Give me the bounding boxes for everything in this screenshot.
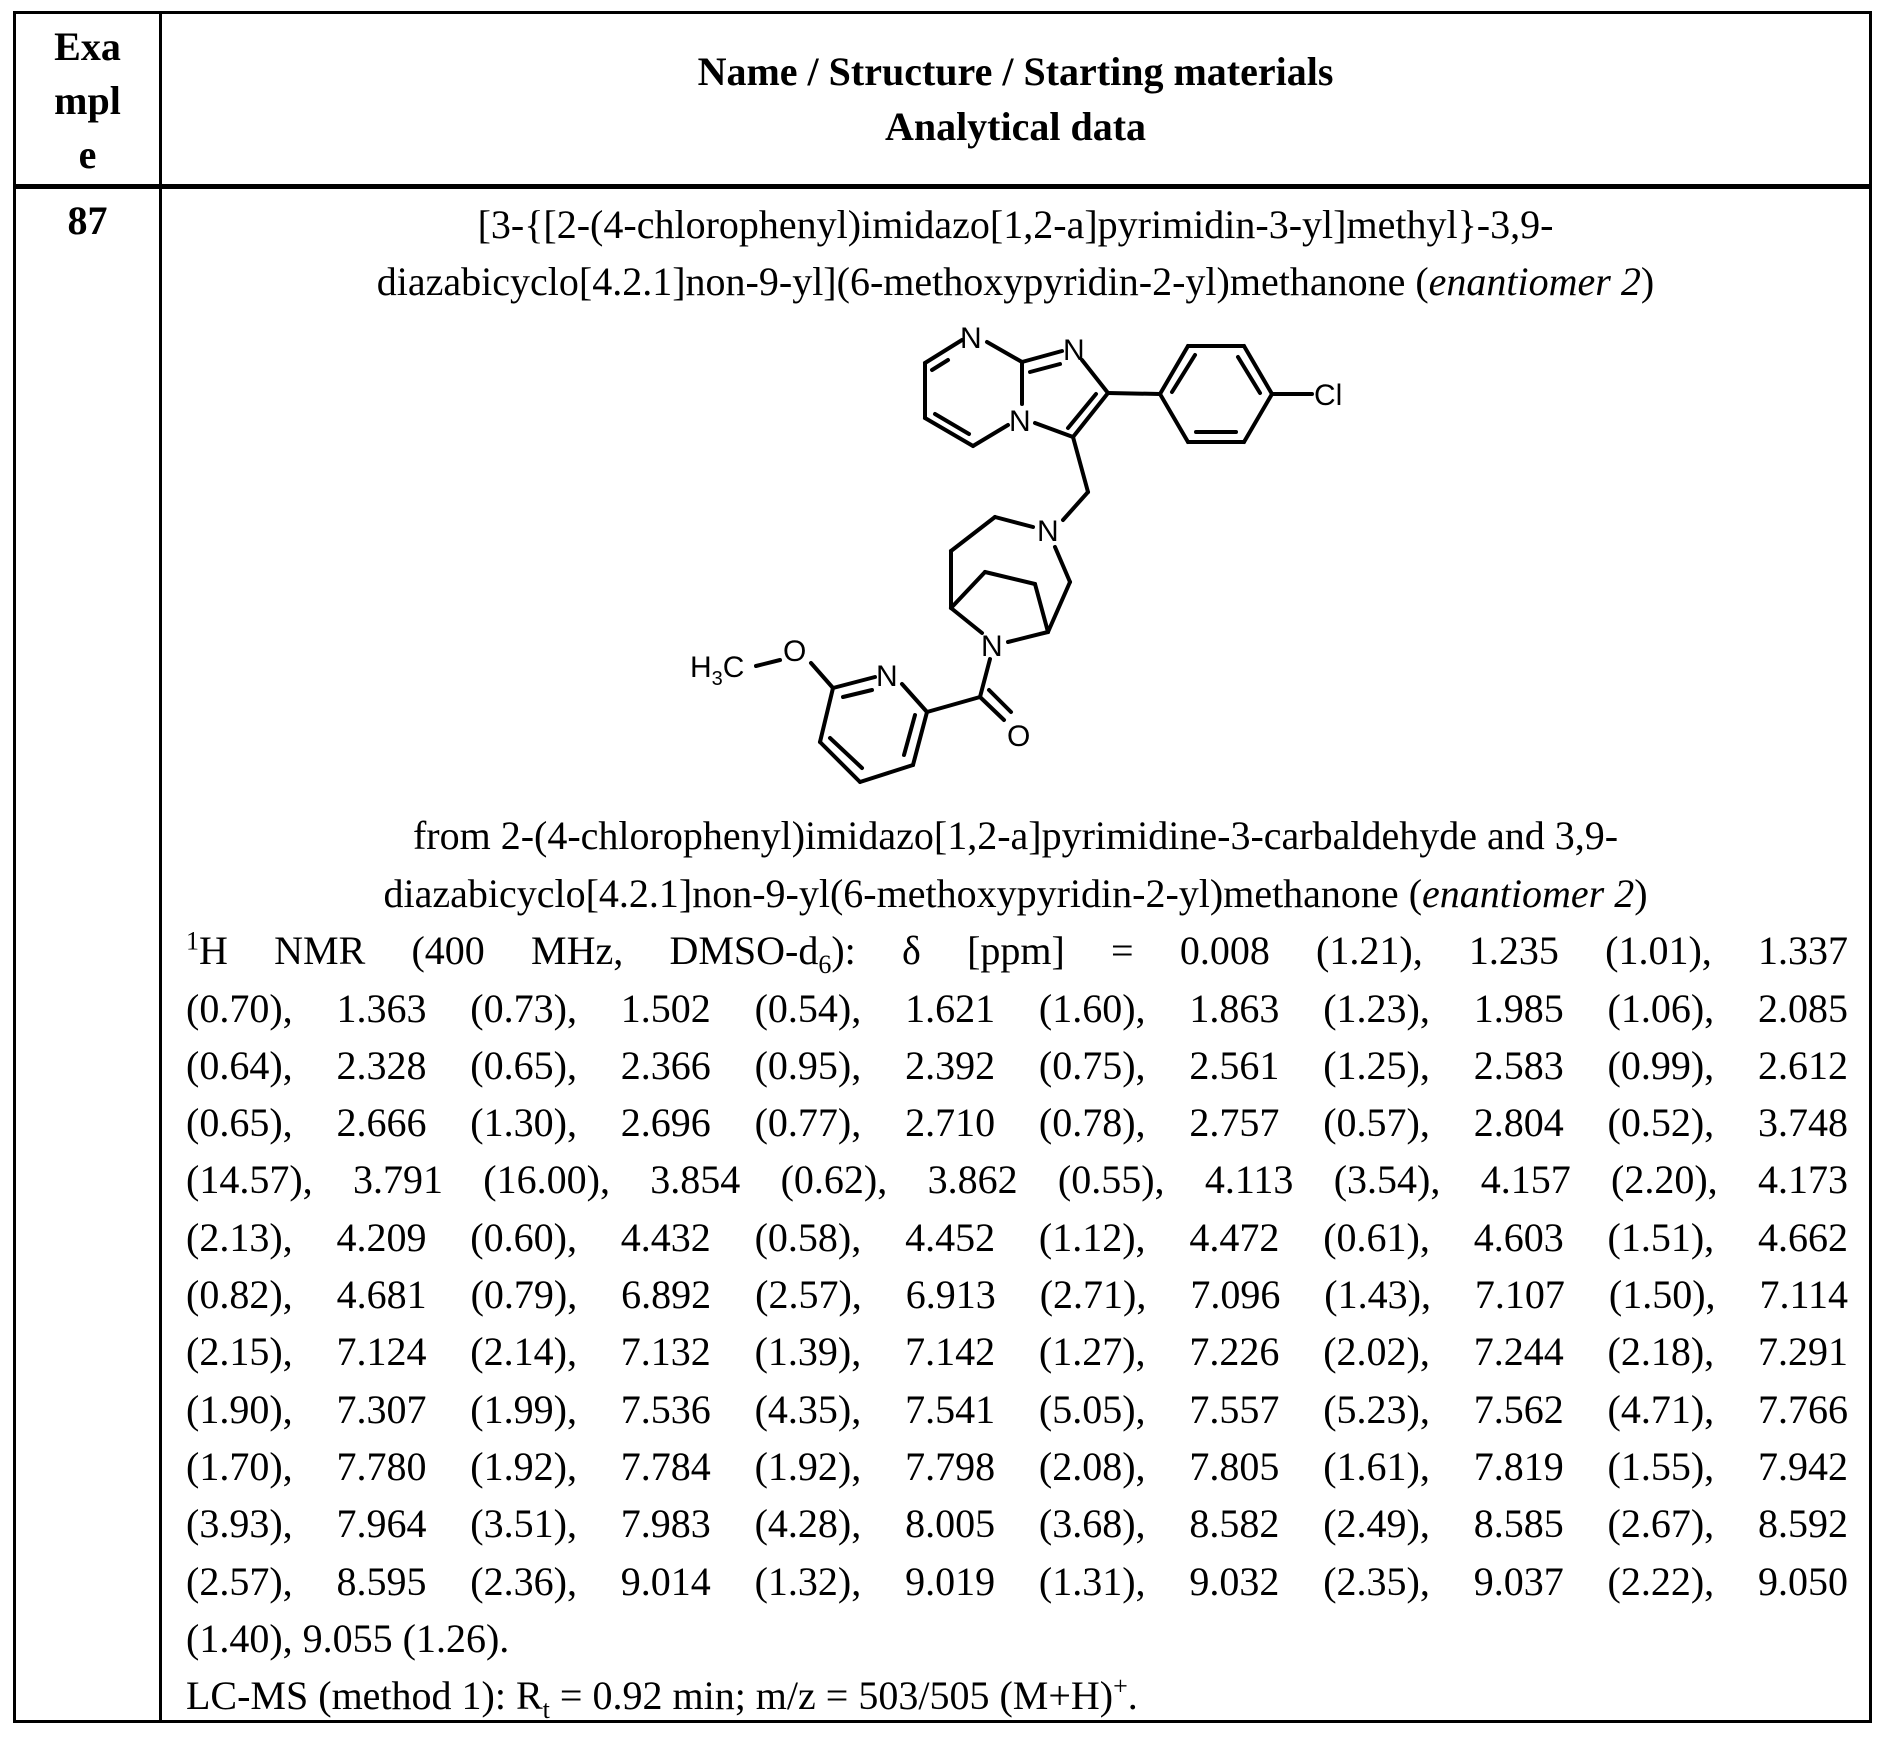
nmr-line: (1.70), 7.780 (1.92), 7.784 (1.92), 7.798 (2.08), 7.805 (1.61), 7.819 (1.55), 7.942 bbox=[186, 1444, 1848, 1489]
nmr-line: (0.64), 2.328 (0.65), 2.366 (0.95), 2.392 (0.75), 2.561 (1.25), 2.583 (0.99), 2.612 bbox=[186, 1043, 1848, 1088]
example-number: 87 bbox=[67, 198, 108, 243]
lcms-sub: t bbox=[542, 1695, 550, 1724]
atom-labels bbox=[690, 322, 1342, 753]
nmr-sub: 6 bbox=[818, 950, 832, 979]
starting-materials-line-1: from 2-(4-chlorophenyl)imidazo[1,2-a]pyrimidine-3-carbaldehyde and 3,9- bbox=[412, 813, 1619, 858]
atom-n: N bbox=[876, 660, 898, 693]
atom-o: O bbox=[783, 635, 807, 668]
header-example-line: e bbox=[78, 132, 97, 177]
atom-n: N bbox=[960, 322, 982, 355]
atom-n: N bbox=[1009, 405, 1031, 438]
enantiomer-label: enantiomer 2 bbox=[1428, 259, 1641, 304]
nmr-line-0 bbox=[186, 926, 1848, 979]
starting-materials-line-2 bbox=[162, 869, 1869, 919]
atom-o: O bbox=[1007, 720, 1031, 753]
header-example-line: Exa bbox=[54, 24, 121, 69]
atom-h3c: $H_3C$ bbox=[690, 651, 745, 690]
nmr-text: ): δ [ppm] = 0.008 (1.21), 1.235 (1.01), 1.337 bbox=[831, 928, 1848, 973]
lcms-text: = 0.92 min; m/z = 503/505 (M+H) bbox=[549, 1673, 1114, 1718]
nmr-isotope: 1 bbox=[186, 926, 199, 956]
atom-n: N bbox=[981, 630, 1003, 663]
nmr-line: (2.57), 8.595 (2.36), 9.014 (1.32), 9.019 (1.31), 9.032 (2.35), 9.037 (2.22), 9.050 bbox=[186, 1559, 1848, 1604]
sm-text: ) bbox=[1634, 871, 1648, 916]
atom-cl: Cl bbox=[1314, 379, 1343, 412]
header-main-line: Name / Structure / Starting materials bbox=[697, 49, 1334, 94]
nmr-line: (0.82), 4.681 (0.79), 6.892 (2.57), 6.913 (2.71), 7.096 (1.43), 7.107 (1.50), 7.114 bbox=[186, 1272, 1848, 1317]
nmr-line: (0.65), 2.666 (1.30), 2.696 (0.77), 2.710 (0.78), 2.757 (0.57), 2.804 (0.52), 3.748 bbox=[186, 1100, 1848, 1145]
nmr-line: (0.70), 1.363 (0.73), 1.502 (0.54), 1.621 (1.60), 1.863 (1.23), 1.985 (1.06), 2.085 bbox=[186, 986, 1848, 1031]
lcms-text: LC-MS (method 1): R bbox=[186, 1673, 543, 1718]
header-example-line: mpl bbox=[54, 78, 121, 123]
enantiomer-label: enantiomer 2 bbox=[1422, 871, 1635, 916]
name-text: diazabicyclo[4.2.1]non-9-yl](6-methoxypyridin-2-yl)methanone ( bbox=[376, 259, 1429, 304]
nmr-line: (3.93), 7.964 (3.51), 7.983 (4.28), 8.005 (3.68), 8.582 (2.49), 8.585 (2.67), 8.592 bbox=[186, 1501, 1848, 1546]
sm-text: diazabicyclo[4.2.1]non-9-yl(6-methoxypyridin-2-yl)methanone ( bbox=[383, 871, 1423, 916]
compound-name-line-1: [3-{[2-(4-chlorophenyl)imidazo[1,2-a]pyrimidin-3-yl]methyl}-3,9- bbox=[477, 202, 1554, 247]
nmr-line: (2.15), 7.124 (2.14), 7.132 (1.39), 7.142 (1.27), 7.226 (2.02), 7.244 (2.18), 7.291 bbox=[186, 1329, 1848, 1374]
nmr-line: (1.90), 7.307 (1.99), 7.536 (4.35), 7.541 (5.05), 7.557 (5.23), 7.562 (4.71), 7.766 bbox=[186, 1387, 1848, 1432]
atom-n: N bbox=[1037, 515, 1059, 548]
lcms-sup: + bbox=[1113, 1671, 1128, 1701]
lcms-line bbox=[186, 1671, 1138, 1724]
header-main-line: Analytical data bbox=[884, 104, 1147, 149]
nmr-line: (2.13), 4.209 (0.60), 4.432 (0.58), 4.452 (1.12), 4.472 (0.61), 4.603 (1.51), 4.662 bbox=[186, 1215, 1848, 1260]
name-text: ) bbox=[1640, 259, 1655, 304]
lcms-text: . bbox=[1127, 1673, 1138, 1718]
nmr-line: (14.57), 3.791 (16.00), 3.854 (0.62), 3.862 (0.55), 4.113 (3.54), 4.157 (2.20), 4.173 bbox=[186, 1157, 1848, 1202]
bonds bbox=[756, 340, 1312, 782]
atom-n: N bbox=[1063, 334, 1085, 367]
nmr-last-line: (1.40), 9.055 (1.26). bbox=[186, 1616, 510, 1661]
nmr-text: H NMR (400 MHz, DMSO-d bbox=[199, 928, 819, 973]
